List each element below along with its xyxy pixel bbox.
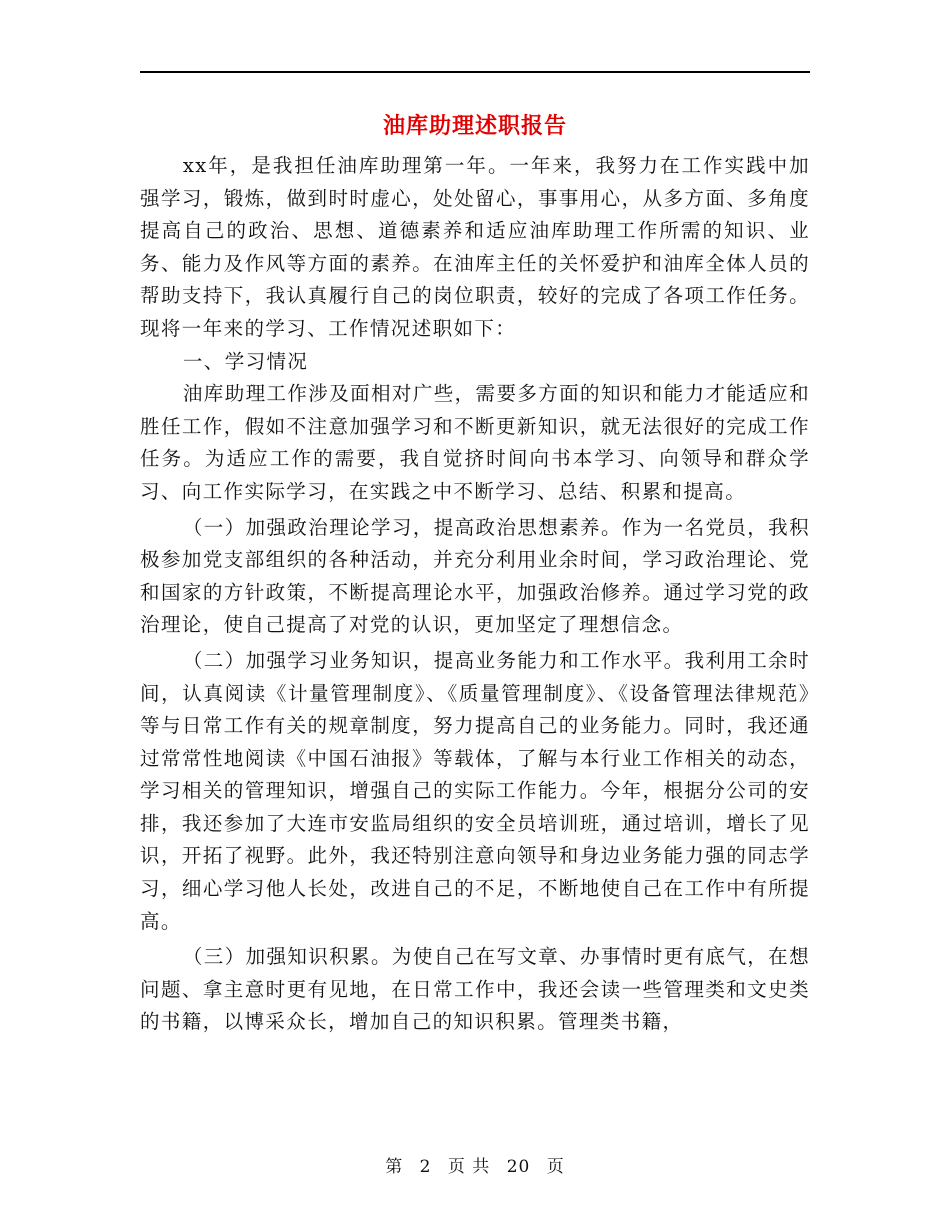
paragraph-knowledge-accumulation: （三）加强知识积累。为使自己在写文章、办事情时更有底气，在想问题、拿主意时更有见地，在日常工作中，我还会读一些管理类和文史类的书籍，以博采众长，增加自己的知识积累。管理类书籍，: [140, 945, 810, 1034]
footer-total-pages: 20: [506, 1157, 531, 1177]
document-body: [140, 150, 810, 1039]
paragraph-intro: xx年，是我担任油库助理第一年。一年来，我努力在工作实践中加强学习，锻炼，做到时时虚心，处处留心，事事用心，从多方面、多角度提高自己的政治、思想、道德素养和适应油库助理工作所需的知识、业务、能力及作风等方面的素养。在油库主任的关怀爱护和油库全体人员的帮助支持下，我认真履行自己的岗位职责，较好的完成了各项工作任务。现将一年来的学习、工作情况述职如下：: [140, 154, 810, 340]
paragraph-study-overview: 油库助理工作涉及面相对广些，需要多方面的知识和能力才能适应和胜任工作，假如不注意加强学习和不断更新知识，就无法很好的完成工作任务。为适应工作的需要，我自觉挤时间向书本学习、向领导和群众学习、向工作实际学习，在实践之中不断学习、总结、积累和提高。: [140, 382, 810, 503]
footer-label-pages: 页: [546, 1157, 565, 1177]
header-rule: [140, 71, 810, 73]
page-footer: [0, 1152, 950, 1177]
footer-label-page: 第: [385, 1157, 404, 1177]
document-title: 油库助理述职报告: [382, 113, 567, 139]
footer-label-of: 页 共: [447, 1157, 491, 1177]
paragraph-business-study: （二）加强学习业务知识，提高业务能力和工作水平。我利用工余时间，认真阅读《计量管理制度》、《质量管理制度》、《设备管理法律规范》等与日常工作有关的规章制度，努力提高自己的业务能力。同时，我还通过常常性地阅读《中国石油报》等载体，了解与本行业工作相关的动态，学习相关的管理知识，增强自己的实际工作能力。今年，根据分公司的安排，我还参加了大连市安监局组织的安全员培训班，通过培训，增长了见识，开拓了视野。此外，我还特别注意向领导和身边业务能力强的同志学习，细心学习他人长处，改进自己的不足，不断地使自己在工作中有所提高。: [140, 648, 810, 933]
section-heading-study: 一、学习情况: [182, 349, 309, 373]
footer-current-page: 2: [419, 1157, 432, 1177]
paragraph-political-study: （一）加强政治理论学习，提高政治思想素养。作为一名党员，我积极参加党支部组织的各种活动，并充分利用业余时间，学习政治理论、党和国家的方针政策，不断提高理论水平，加强政治修养。通过学习党的政治理论，使自己提高了对党的认识，更加坚定了理想信念。: [140, 515, 810, 637]
